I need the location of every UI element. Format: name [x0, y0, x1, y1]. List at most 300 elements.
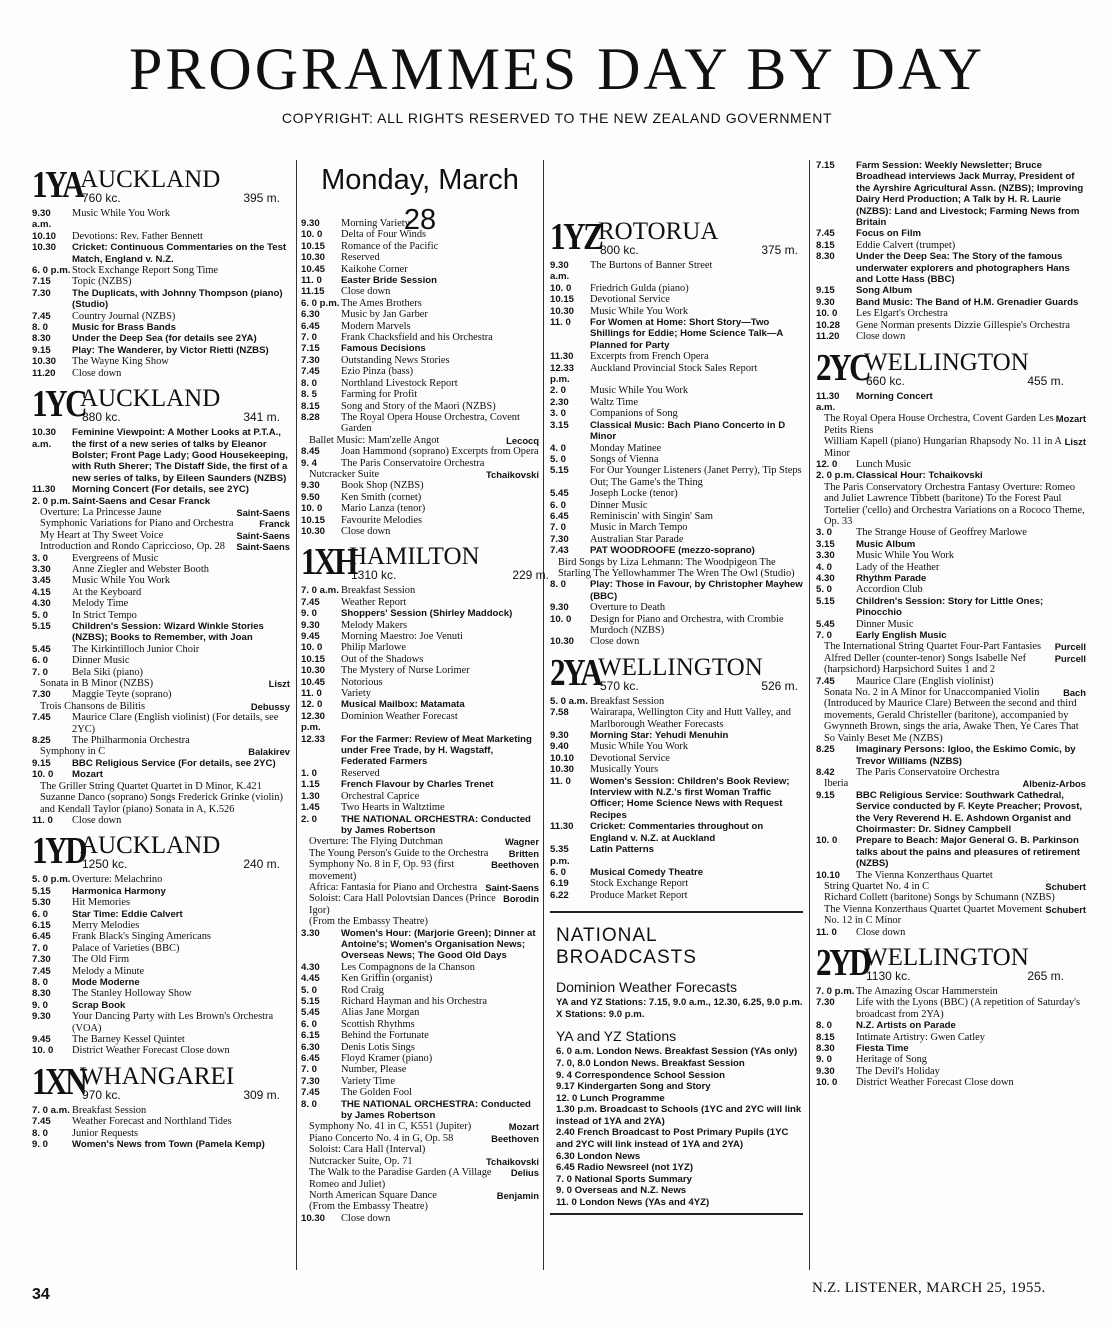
detail-text: Ballet Music: Mam'zelle Angot	[309, 434, 440, 446]
station-name: ROTORUA	[598, 218, 719, 245]
programme-list	[32, 427, 290, 826]
programme-entry	[32, 988, 290, 999]
programme-entry	[301, 654, 539, 665]
detail-text: North American Square Dance	[309, 1189, 437, 1201]
programme-title: The Ames Brothers	[341, 297, 422, 309]
programme-title: Music While You Work	[856, 550, 955, 562]
station-frequency: 800 kc.	[600, 243, 639, 257]
programme-time: 8. 0	[550, 579, 567, 591]
programme-entry	[550, 730, 803, 741]
programme-time: 3.30	[816, 550, 835, 562]
programme-entry	[32, 1000, 290, 1011]
programme-time: 5.15	[550, 465, 569, 477]
programme-time: 11. 0	[32, 814, 53, 826]
programme-time: 9.30	[550, 730, 569, 742]
programme-entry	[32, 966, 290, 977]
programme-entry	[816, 539, 1086, 550]
programme-entry	[550, 890, 803, 901]
programme-title: Close down	[341, 1212, 391, 1224]
programme-time: 4.30	[32, 598, 51, 610]
programme-time: 10. 0	[550, 282, 572, 294]
programme-entry	[301, 791, 539, 802]
programme-time: 9.15	[816, 285, 835, 297]
programme-time: 3. 0	[550, 408, 567, 420]
programme-time: 7.45	[301, 596, 320, 608]
programme-entry	[32, 356, 290, 367]
detail-text: Introduction and Rondo Capriccioso, Op. 28	[40, 541, 225, 553]
programme-title: The Strange House of Geoffrey Marlowe	[856, 527, 1027, 539]
detail-text: String Quartet No. 4 in C	[824, 880, 930, 892]
programme-time: 8. 5	[301, 389, 318, 401]
detail-text: The Royal Opera House Orchestra, Covent Garden Les Petits Riens	[824, 413, 1054, 436]
detail-text: Trois Chansons de Bilitis	[40, 700, 145, 712]
programme-time: 5.45	[816, 618, 835, 630]
programme-title: Close down	[856, 331, 906, 343]
detail-text: Overture: The Flying Dutchman	[309, 836, 443, 848]
programme-entry	[301, 928, 539, 962]
programme-entry	[32, 769, 290, 780]
programme-time: 8.30	[816, 1043, 835, 1055]
programme-entry	[301, 802, 539, 813]
programme-time: 5.15	[32, 621, 51, 632]
detail-text: Nutcracker Suite, Op. 71	[309, 1155, 413, 1167]
programme-title: Latin Patterns	[590, 844, 654, 856]
composer-name: Saint-Saens	[236, 506, 290, 518]
programme-entry	[32, 368, 290, 379]
programme-title: Musically Yours	[590, 764, 659, 776]
programme-title: Philip Marlowe	[341, 642, 406, 654]
programme-entry	[550, 867, 803, 878]
station-frequency: 660 kc.	[866, 373, 905, 388]
composer-name: Schubert	[1045, 880, 1086, 892]
detail-text: Soloist: Cara Hall (Interval)	[309, 1144, 426, 1156]
programme-time: 5. 0 p.m.	[32, 874, 71, 886]
programme-time: 10. 0	[816, 308, 838, 320]
programme-title: Morning Variety	[341, 218, 410, 229]
programme-time: 8.15	[301, 400, 320, 412]
detail-text: The International String Quartet Four-Part Fantasies	[824, 641, 1042, 653]
programme-title: Delta of Four Winds	[341, 229, 427, 241]
programme-title: Classical Music: Bach Piano Concerto in D Minor	[590, 419, 786, 443]
programme-title: Country Journal (NZBS)	[72, 310, 176, 322]
programme-title: Music Album	[856, 538, 916, 550]
programme-title: The Royal Opera House Orchestra, Covent Garden	[341, 411, 520, 435]
programme-title: Farm Session: Weekly Newsletter; Bruce Broadhead interviews Jack Murray, President of the Ayrshire Agricultural Assn. (NZBS); Improving Dairy Herd Production; A Talk by H. R. Laurie (NZBS): Land and Livestock; Farming News from Britain	[856, 160, 1084, 229]
composer-name: Borodin	[503, 893, 539, 905]
programme-entry	[32, 1034, 290, 1045]
programme-time: 5. 0 a.m.	[550, 695, 588, 707]
weather-line: X Stations: 9.0 p.m.	[556, 1008, 645, 1020]
programme-time: 8.15	[816, 239, 835, 251]
programme-time: 7.30	[301, 354, 320, 366]
programme-time: 8. 0	[32, 976, 49, 988]
programme-title: Play: The Wanderer, by Victor Rietti (NZBS)	[72, 344, 269, 356]
programme-time: 7.45	[32, 712, 51, 724]
programme-entry	[301, 1087, 539, 1098]
programme-entry	[32, 575, 290, 586]
programme-time: 6.15	[32, 919, 51, 931]
programme-title: Music in March Tempo	[590, 522, 688, 534]
programme-title: Weather Report	[341, 596, 407, 608]
programme-time: 3.45	[32, 575, 51, 587]
programme-title: Early English Music	[856, 630, 947, 642]
station-frequency: 970 kc.	[82, 1087, 121, 1102]
programme-time: 9. 0	[816, 1054, 833, 1066]
programme-entry	[301, 412, 539, 435]
programme-entry	[301, 1213, 539, 1224]
programme-detail	[301, 1167, 539, 1190]
composer-name: Saint-Saens	[236, 529, 290, 541]
detail-text: Alfred Deller (counter-tenor) Songs Isabelle Nef (harpsichord) Harpsichord Suites 1 and 2	[824, 652, 1027, 676]
programme-title: Feminine Viewpoint: A Mother Looks at P.T.A., the first of a new series of talks by Eleanor Bolster; Front Page Lady; Good Housekeeping, with Ruth Sherer; The Distaff Side, the first of a new series of talks, by Eileen Saunders (NZBS)	[72, 427, 288, 484]
programme-time: 1.30	[301, 790, 320, 802]
station-header	[550, 651, 803, 694]
composer-name: Tchaikovski	[486, 468, 539, 480]
programme-time: 11.30	[550, 821, 574, 833]
programme-time: 7.45	[32, 310, 51, 322]
programme-time: 7.45	[301, 1087, 320, 1099]
detail-text: Symphony in C	[40, 746, 106, 758]
programme-time: 9.30 a.m.	[550, 260, 570, 283]
programme-time: 11.30	[32, 484, 56, 496]
programme-entry	[301, 779, 539, 790]
programme-title: Music While You Work	[590, 385, 689, 397]
programme-title: Palace of Varieties (BBC)	[72, 942, 180, 954]
national-line: 6.45 Radio Newsreel (not 1YZ)	[556, 1162, 694, 1174]
programme-time: 7.45	[32, 1116, 51, 1128]
programme-time: 10. 0	[32, 1045, 54, 1057]
programme-title: In Strict Tempo	[72, 609, 137, 621]
programme-title: The Paris Conservatoire Orchestra	[341, 457, 485, 469]
programme-title: Alias Jane Morgan	[341, 1007, 420, 1019]
programme-detail	[816, 413, 1086, 436]
station-callsign: 1XN	[32, 1060, 86, 1103]
programme-entry	[32, 758, 290, 769]
column-4	[816, 160, 1086, 1250]
programme-title: Mario Lanza (tenor)	[341, 503, 426, 515]
programme-title: The Vienna Konzerthaus Quartet	[856, 869, 993, 881]
programme-title: Cricket: Commentaries throughout on England v. N.Z. at Auckland	[590, 821, 764, 844]
programme-entry	[301, 229, 539, 240]
programme-time: 4.15	[32, 586, 51, 598]
programme-time: 5.15	[816, 595, 835, 607]
programme-title: Harmonica Harmony	[72, 885, 166, 897]
programme-entry	[301, 378, 539, 389]
programme-entry	[32, 977, 290, 988]
programme-time: 6. 0	[32, 908, 49, 920]
programme-title: Hit Memories	[72, 897, 131, 909]
programme-time: 11.20	[816, 331, 840, 343]
programme-title: Romance of the Pacific	[341, 240, 439, 252]
composer-name: Delius	[510, 1167, 539, 1179]
national-line: 6. 0 a.m. London News. Breakfast Session (YAs only)	[556, 1046, 798, 1058]
programme-title: Maurice Clare (English violinist)	[856, 675, 994, 687]
programme-time: 10.30	[301, 665, 326, 677]
programme-entry	[550, 821, 803, 844]
programme-title: Excerpts from French Opera	[590, 351, 709, 363]
column-2	[296, 160, 549, 1270]
programme-title: The Barney Kessel Quintet	[72, 1034, 185, 1045]
programme-entry	[301, 585, 539, 596]
programme-entry	[816, 240, 1086, 251]
programme-title: Frank Black's Singing Americans	[72, 931, 211, 943]
programme-title: Breakfast Session	[590, 695, 665, 707]
programme-title: The Kirkintilloch Junior Choir	[72, 643, 200, 655]
programme-title: Focus on Film	[856, 228, 922, 240]
station-callsign: 2YA	[550, 651, 601, 694]
station-callsign: 1XH	[301, 541, 356, 584]
programme-entry	[816, 676, 1086, 687]
programme-time: 10. 0	[816, 835, 838, 847]
programme-entry	[550, 534, 803, 545]
programme-title: Lady of the Heather	[856, 561, 940, 573]
programme-time: 7. 0 a.m.	[301, 585, 339, 597]
programme-entry	[816, 596, 1086, 619]
programme-title: For Women at Home: Short Story—Two Shillings for Eddie; Home Science Talk—A Planned for Party	[590, 317, 783, 351]
programme-title: Dinner Music	[590, 499, 648, 511]
programme-title: Joan Hammond (soprano) Excerpts from Opera	[341, 446, 539, 458]
programme-title: Under the Deep Sea: The Story of the famous underwater explorers and photographers Hans and Lotte Hass (BBC)	[856, 251, 1070, 286]
programme-time: 10.30	[32, 242, 57, 254]
programme-entry	[301, 1030, 539, 1041]
programme-time: 10.30 a.m.	[32, 427, 57, 450]
programme-entry	[32, 333, 290, 344]
detail-text: William Kapell (piano) Hungarian Rhapsody No. 11 in A Minor	[824, 436, 1062, 459]
station-name: HAMILTON	[349, 543, 480, 571]
programme-title: Reserved	[341, 252, 380, 264]
programme-time: 2. 0	[301, 813, 318, 825]
programme-time: 5.15	[32, 885, 51, 897]
programme-title: Evergreens of Music	[72, 552, 159, 564]
detail-text: The Griller String Quartet Quartet in D Minor, K.421 Suzanne Danco (soprano) Songs Frederick Grinke (violin) and Kendall Taylor (piano) Sonata in A, K.526	[40, 780, 283, 815]
station-callsign: 1YD	[32, 830, 86, 873]
programme-entry	[32, 311, 290, 322]
programme-list	[550, 260, 803, 648]
programme-title: Rhythm Parade	[856, 573, 927, 584]
programme-time: 10. 0	[32, 769, 54, 781]
detail-text: Symphony No. 41 in C, K551 (Jupiter)	[309, 1121, 472, 1133]
programme-title: Number, Please	[341, 1064, 407, 1076]
programme-title: Kaikohe Corner	[341, 263, 408, 275]
station-frequency: 570 kc.	[600, 678, 639, 693]
programme-time: 10.45	[301, 263, 326, 275]
programme-time: 3.30	[301, 927, 320, 939]
programme-entry	[32, 231, 290, 242]
programme-time: 7. 0	[816, 630, 833, 642]
programme-time: 2. 0 p.m.	[816, 470, 855, 482]
programme-time: 7. 0	[32, 942, 49, 954]
programme-entry	[301, 332, 539, 343]
programme-time: 9.30	[301, 218, 320, 229]
programme-title: Stock Exchange Report	[590, 878, 689, 890]
programme-time: 7.45	[301, 366, 320, 378]
programme-entry	[816, 835, 1086, 869]
column-3	[550, 160, 810, 1270]
programme-entry	[550, 351, 803, 362]
source-line: N.Z. LISTENER, MARCH 25, 1955.	[812, 1280, 1046, 1296]
programme-detail	[816, 641, 1086, 652]
programme-entry	[816, 744, 1086, 767]
programme-entry	[550, 545, 803, 556]
detail-text: (From the Embassy Theatre)	[309, 916, 428, 928]
programme-title: Dinner Music	[856, 618, 914, 630]
programme-entry	[301, 996, 539, 1007]
programme-entry	[301, 665, 539, 676]
programme-title: For the Farmer: Review of Meat Marketing under Free Trade, by H. Wagstaff, Federated Farmers	[341, 733, 532, 768]
programme-time: 7.45	[816, 228, 835, 240]
programme-entry	[301, 1042, 539, 1053]
programme-entry	[32, 1128, 290, 1139]
programme-time: 8.25	[816, 744, 835, 756]
programme-entry	[301, 275, 539, 286]
detail-text: (Introduced by Maurice Clare) Between the second and third movements, Gerald Christeller (baritone), accompanied by Gwynneth Brown, sings the aria, Awake Then, Ye Cares That So Vainly Beset Me (NZBS)	[824, 698, 1079, 744]
programme-title: French Flavour by Charles Trenet	[341, 779, 494, 791]
programme-entry	[550, 488, 803, 499]
programme-time: 10.15	[301, 240, 326, 252]
station-callsign: 1YA	[32, 164, 83, 206]
programme-time: 10.10	[550, 752, 575, 764]
programme-list	[32, 874, 290, 1057]
programme-title: Morning Star: Yehudi Menuhin	[590, 730, 729, 742]
composer-name: Wagner	[504, 836, 539, 848]
programme-entry	[816, 251, 1086, 285]
programme-time: 10.10	[816, 869, 841, 881]
programme-title: Play: Those in Favour, by Christopher Mayhew (BBC)	[590, 579, 803, 602]
programme-entry	[32, 712, 290, 735]
programme-entry	[32, 735, 290, 746]
station-name: AUCKLAND	[80, 385, 221, 413]
programme-list	[550, 696, 803, 901]
programme-time: 6.19	[550, 878, 569, 890]
programme-time: 12.33 p.m.	[550, 362, 575, 386]
detail-text: Symphonic Variations for Piano and Orchestra	[40, 518, 234, 530]
programme-title: Women's News from Town (Pamela Kemp)	[72, 1139, 265, 1151]
programme-title: Out of the Shadows	[341, 653, 424, 665]
programme-entry	[816, 767, 1086, 778]
station-wavelength: 455 m.	[1027, 373, 1064, 388]
programme-time: 11.30 a.m.	[816, 390, 840, 413]
composer-name: Purcell	[1054, 641, 1086, 653]
programme-time: 7.30	[32, 287, 51, 299]
programme-title: Morning Concert (For details, see 2YC)	[72, 484, 249, 496]
programme-time: 11. 0	[301, 275, 322, 287]
programme-time: 10.45	[301, 676, 326, 688]
programme-time: 7. 0 p.m.	[816, 986, 855, 997]
programme-time: 6.45	[32, 931, 51, 943]
programme-detail	[816, 436, 1086, 459]
programme-entry	[301, 492, 539, 503]
programme-title: Gene Norman presents Dizzie Gillespie's Orchestra	[856, 319, 1070, 331]
programme-entry	[816, 297, 1086, 308]
programme-time: 12. 0	[816, 458, 838, 470]
station-callsign: 2YC	[816, 346, 870, 389]
programme-title: Close down	[72, 814, 122, 826]
station-frequency: 1250 kc.	[82, 857, 128, 872]
programme-time: 7. 0	[32, 666, 49, 678]
programme-list	[301, 218, 539, 537]
programme-entry	[301, 608, 539, 619]
programme-title: Classical Hour: Tchaikovski	[856, 470, 983, 482]
programme-entry	[301, 458, 539, 469]
programme-entry	[32, 667, 290, 678]
programme-entry	[550, 764, 803, 775]
programme-title: Scottish Rhythms	[341, 1018, 415, 1030]
programme-entry	[301, 768, 539, 779]
programme-entry	[816, 1020, 1086, 1031]
programme-time: 9.30	[301, 480, 320, 492]
programme-time: 7.43	[550, 545, 569, 557]
programme-entry	[550, 465, 803, 488]
programme-entry	[301, 389, 539, 400]
station-wavelength: 265 m.	[1027, 969, 1064, 983]
programme-detail	[32, 781, 290, 815]
programme-title: Ken Griffin (organist)	[341, 973, 433, 985]
programme-entry	[550, 602, 803, 613]
programme-time: 10. 0	[301, 229, 323, 241]
programme-title: Music While You Work	[590, 305, 689, 317]
programme-time: 8.42	[816, 766, 835, 778]
programme-time: 10.15	[550, 294, 575, 306]
programme-entry	[816, 308, 1086, 319]
programme-entry	[301, 734, 539, 768]
programme-time: 5.35 p.m.	[550, 844, 570, 867]
programme-time: 2. 0 p.m.	[32, 495, 71, 507]
programme-title: Junior Requests	[72, 1127, 139, 1139]
national-broadcasts-title: NATIONAL BROADCASTS	[556, 925, 697, 969]
programme-detail	[32, 701, 290, 712]
programme-entry	[816, 550, 1086, 561]
detail-text: Bird Songs by Liza Lehmann: The Woodpigeon The Starling The Yellowhammer The Wren The Owl (Studio)	[558, 556, 795, 579]
programme-time: 3. 0	[32, 552, 49, 564]
programme-title: Close down	[341, 286, 391, 298]
programme-entry	[32, 954, 290, 965]
programme-title: Imaginary Persons: Igloo, the Eskimo Comic, by Trevor Williams (NZBS)	[856, 744, 1076, 767]
programme-entry	[816, 870, 1086, 881]
programme-time: 5. 0	[550, 453, 567, 465]
programme-entry	[816, 562, 1086, 573]
programme-time: 9.40	[550, 741, 569, 753]
programme-title: Cricket: Continuous Commentaries on the Test Match, England v. N.Z.	[72, 242, 287, 265]
programme-title: Devotional Service	[590, 752, 670, 764]
programme-entry	[301, 688, 539, 699]
programme-title: Women's Hour: (Marjorie Green); Dinner at Antoine's; Women's Organisation News; Overseas News; The Good Old Days	[341, 927, 536, 962]
programme-time: 10. 0	[301, 642, 323, 654]
station-frequency: 760 kc.	[82, 191, 121, 205]
programme-time: 11.30	[550, 351, 574, 363]
programme-title: Frank Chacksfield and his Orchestra	[341, 332, 493, 344]
composer-name: Beethoven	[491, 859, 539, 871]
station-name: AUCKLAND	[80, 832, 221, 860]
programme-title: Anne Ziegler and Webster Booth	[72, 563, 209, 575]
programme-detail	[301, 836, 539, 847]
programme-entry	[550, 878, 803, 889]
programme-entry	[301, 309, 539, 320]
programme-entry	[301, 298, 539, 309]
programme-entry	[816, 285, 1086, 296]
programme-entry	[32, 1011, 290, 1034]
programme-title: Les Compagnons de la Chanson	[341, 961, 475, 973]
composer-name: Saint-Saens	[485, 881, 539, 893]
programme-entry	[550, 306, 803, 317]
programme-title: Morning Maestro: Joe Venuti	[341, 631, 463, 642]
programme-time: 10.30	[301, 1212, 326, 1224]
programme-title: Floyd Kramer (piano)	[341, 1053, 433, 1065]
programme-title: Songs of Vienna	[590, 453, 659, 465]
programme-title: Star Time: Eddie Calvert	[72, 908, 183, 920]
programme-time: 12. 0	[301, 699, 323, 711]
national-line: 6.30 London News	[556, 1150, 641, 1162]
programme-entry	[301, 343, 539, 354]
